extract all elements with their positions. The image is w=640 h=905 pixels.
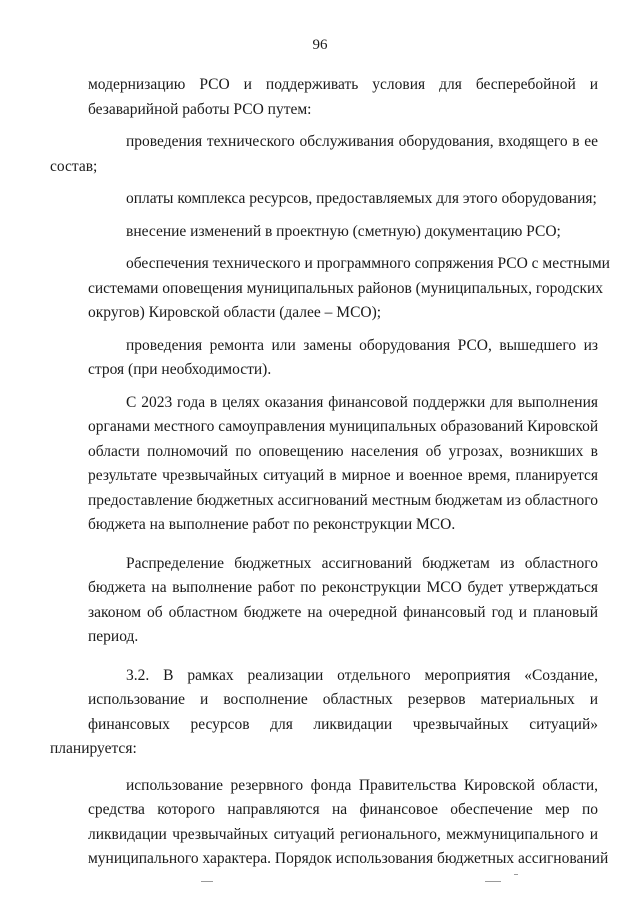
text-line: ликвидации чрезвычайных ситуаций регионального, межмуниципального и [88,825,598,843]
text-line: безаварийной работы РСО путем: [88,100,312,118]
text-line: области полномочий по оповещению населения об угрозах, возникших в [88,442,598,460]
text-line: состав; [50,157,98,175]
scan-mark-left [201,881,213,882]
text-line: С 2023 года в целях оказания финансовой поддержки для выполнения [126,393,598,411]
text-line: предоставление бюджетных ассигнований местным бюджетам из областного [88,491,598,509]
text-line: внесение изменений в проектную (сметную) документацию РСО; [126,222,561,240]
text-line: проведения технического обслуживания оборудования, входящего в ее [126,133,598,150]
text-line: системами оповещения муниципальных районов (муниципальных, городских [88,279,604,297]
page-number: 96 [312,37,328,53]
paragraph-p3 [88,187,598,212]
paragraph-p6 [88,334,598,383]
text-line: Распределение бюджетных ассигнований бюджетам из областного [126,554,598,572]
text-line: использование резервного фонда Правительства Кировской области, [126,776,598,794]
scan-mark-right-small [514,874,518,875]
text-line: результате чрезвычайных ситуаций в мирное и военное время, планируется [88,467,598,484]
paragraph-p4 [88,220,598,245]
paragraph-p8 [88,552,598,650]
text-line: оплаты комплекса ресурсов, предоставляемых для этого оборудования; [126,190,597,207]
paragraph-p10 [88,774,609,872]
text-line: округов) Кировской области (далее – МСО); [88,304,382,321]
paragraph-p2 [50,130,598,179]
paragraph-p5 [88,252,610,326]
text-line: модернизацию РСО и поддерживать условия для бесперебойной и [88,76,598,93]
text-line: 3.2. В рамках реализации отдельного мероприятия «Создание, [126,666,598,684]
text-line: бюджета на выполнение работ по реконструкции МСО будет утверждаться [88,579,598,596]
scan-mark-right [485,881,501,882]
paragraph-p1 [88,73,598,122]
text-line: органами местного самоуправления муниципальных образований Кировской [88,418,599,435]
text-line: финансовых ресурсов для ликвидации чрезвычайных ситуаций» планируется: [50,715,598,757]
text-line: использование и восполнение областных резервов материальных и [88,691,598,708]
text-line: строя (при необходимости). [88,361,272,378]
text-line: законом об областном бюджете на очередной финансовый год и плановый [88,603,598,621]
text-line: период. [88,628,139,645]
document-body [50,73,610,872]
text-line: проведения ремонта или замены оборудования РСО, вышедшего из [126,336,598,354]
paragraph-p9 [50,664,598,762]
text-line: бюджета на выполнение работ по реконструкции МСО. [88,516,456,533]
paragraph-p7 [88,391,598,538]
text-line: обеспечения технического и программного сопряжения РСО с местными [126,255,610,272]
text-line: муниципального характера. Порядок использования бюджетных ассигнований [88,850,609,867]
text-line: средства которого направляются на финансовое обеспечение мер по [88,801,598,818]
